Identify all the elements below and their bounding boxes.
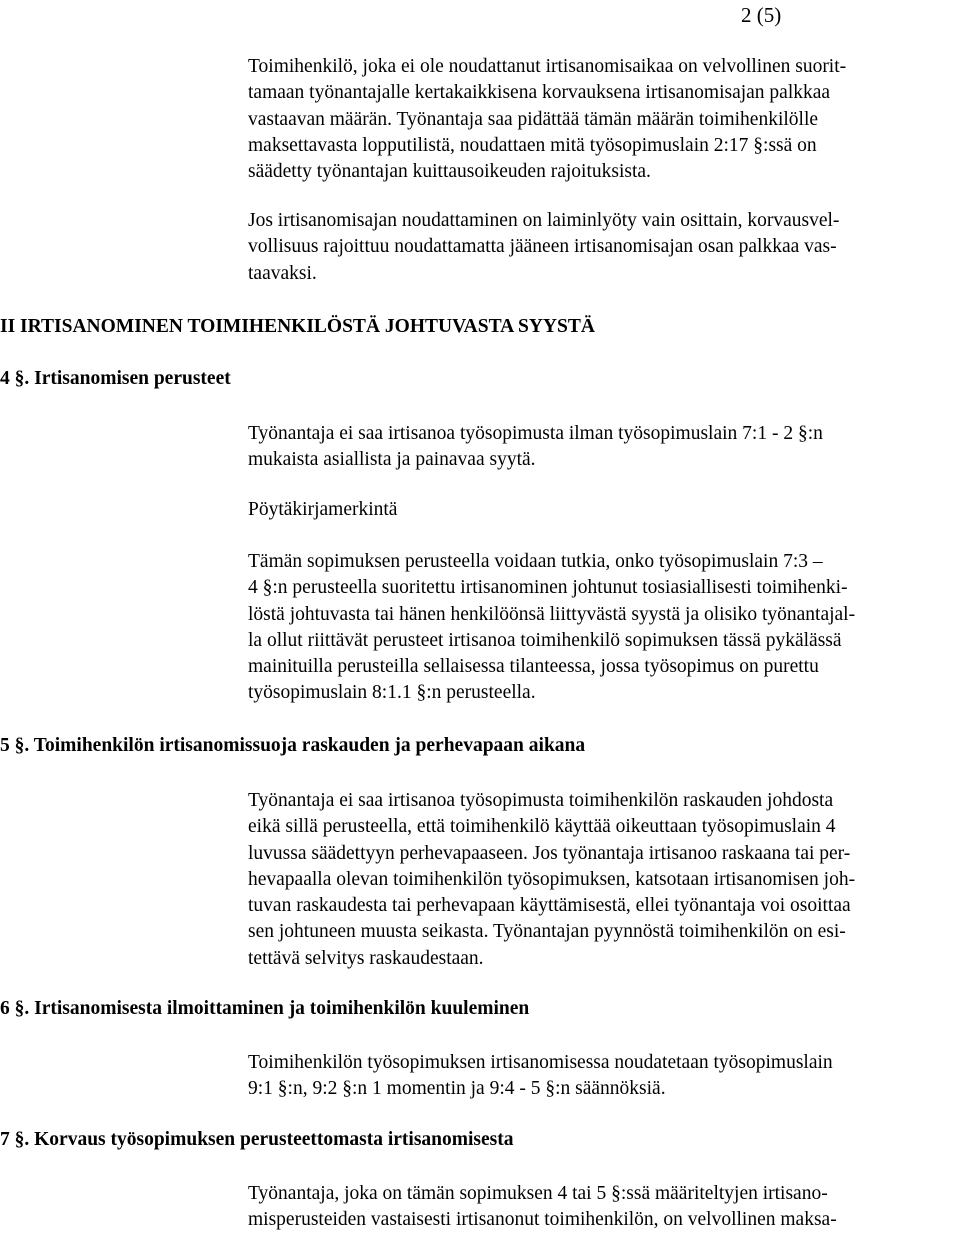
protocol-note-label [248,497,948,523]
text-line: vastaavan määrän. Työnantaja saa pidättää tämän määrän toimihenkilölle [248,108,819,130]
text-line: Tämän sopimuksen perusteella voidaan tutkia, onko työsopimuslain 7:3 – [248,551,823,572]
section-5-heading: 5 §. Toimihenkilön irtisanomissuoja raskauden ja perhevapaan aikana [0,735,586,756]
text-line: Toimihenkilö, joka ei ole noudattanut irtisanomisaikaa on velvollinen suorit- [248,56,847,77]
text-line: Jos irtisanomisajan noudattaminen on laiminlyöty vain osittain, korvausvel- [248,210,840,231]
text-line: Työnantaja ei saa irtisanoa työsopimusta ilman työsopimuslain 7:1 - 2 §:n [248,423,823,444]
text-line: Pöytäkirjamerkintä [248,499,398,520]
text-line: Työnantaja ei saa irtisanoa työsopimusta toimihenkilön raskauden johdosta [248,790,834,811]
text-line: misperusteiden vastaisesti irtisanonut toimihenkilön, on velvollinen maksa- [248,1209,837,1231]
text-line: 9:1 §:n, 9:2 §:n 1 momentin ja 9:4 - 5 §:n säännöksiä. [248,1078,666,1100]
text-line: luvussa säädettyyn perhevapaaseen. Jos työnantaja irtisanoo raskaana tai per- [248,842,851,864]
paragraph-notice-compensation [248,54,948,185]
text-line: taavaksi. [248,262,317,284]
text-line: tuvan raskaudesta tai perhevapaan käyttämisestä, ellei työnantaja voi osoittaa [248,895,851,917]
text-line: mainituilla perusteilla sellaisessa tilanteessa, jossa työsopimus on purettu [248,656,819,678]
text-line: hevapaalla olevan toimihenkilön työsopimuksen, katsotaan irtisanomisen joh- [248,868,856,890]
chapter-heading: II IRTISANOMINEN TOIMIHENKILÖSTÄ JOHTUVASTA SYYSTÄ [0,316,595,337]
text-line: eikä sillä perusteella, että toimihenkilö käyttää oikeuttaan työsopimuslain 4 [248,816,836,838]
section-7-paragraph [248,1181,948,1234]
text-line: la ollut riittävät perusteet irtisanoa toimihenkilö sopimuksen tässä pykälässä [248,629,842,651]
text-line: säädetty työnantajan kuittausoikeuden rajoituksista. [248,161,651,183]
text-line: sen johtuneen muusta seikasta. Työnantajan pyynnöstä toimihenkilön on esi- [248,921,846,943]
section-6-heading: 6 §. Irtisanomisesta ilmoittaminen ja toimihenkilön kuuleminen [0,998,530,1019]
text-line: Toimihenkilön työsopimuksen irtisanomisessa noudatetaan työsopimuslain [248,1052,833,1073]
text-line: mukaista asiallista ja painavaa syytä. [248,449,536,471]
text-line: 4 §:n perusteella suoritettu irtisanominen johtunut tosiasiallisesti toimihenki- [248,577,848,599]
section-7-heading: 7 §. Korvaus työsopimuksen perusteettomasta irtisanomisesta [0,1129,514,1150]
section-5-paragraph [248,788,948,972]
text-line: tettävä selvitys raskaudestaan. [248,947,484,969]
text-line: tamaan työnantajalle kertakaikkisena korvauksena irtisanomisajan palkkaa [248,82,831,104]
protocol-note-paragraph [248,549,948,707]
text-line: työsopimuslain 8:1.1 §:n perusteella. [248,682,536,704]
text-line: vollisuus rajoittuu noudattamatta jääneen irtisanomisajan osan palkkaa vas- [248,236,837,258]
section-4-heading: 4 §. Irtisanomisen perusteet [0,368,231,389]
page-number: 2 (5) [741,3,782,27]
section-6-paragraph [248,1050,948,1103]
paragraph-partial-neglect [248,208,948,287]
text-line: Työnantaja, joka on tämän sopimuksen 4 tai 5 §:ssä määriteltyjen irtisano- [248,1183,828,1204]
text-line: löstä johtuvasta tai hänen henkilöönsä liittyvästä syystä ja olisiko työnantajal- [248,603,856,625]
text-line: maksettavasta lopputilistä, noudattaen mitä työsopimuslain 2:17 §:ssä on [248,134,817,156]
section-4-paragraph [248,421,948,474]
